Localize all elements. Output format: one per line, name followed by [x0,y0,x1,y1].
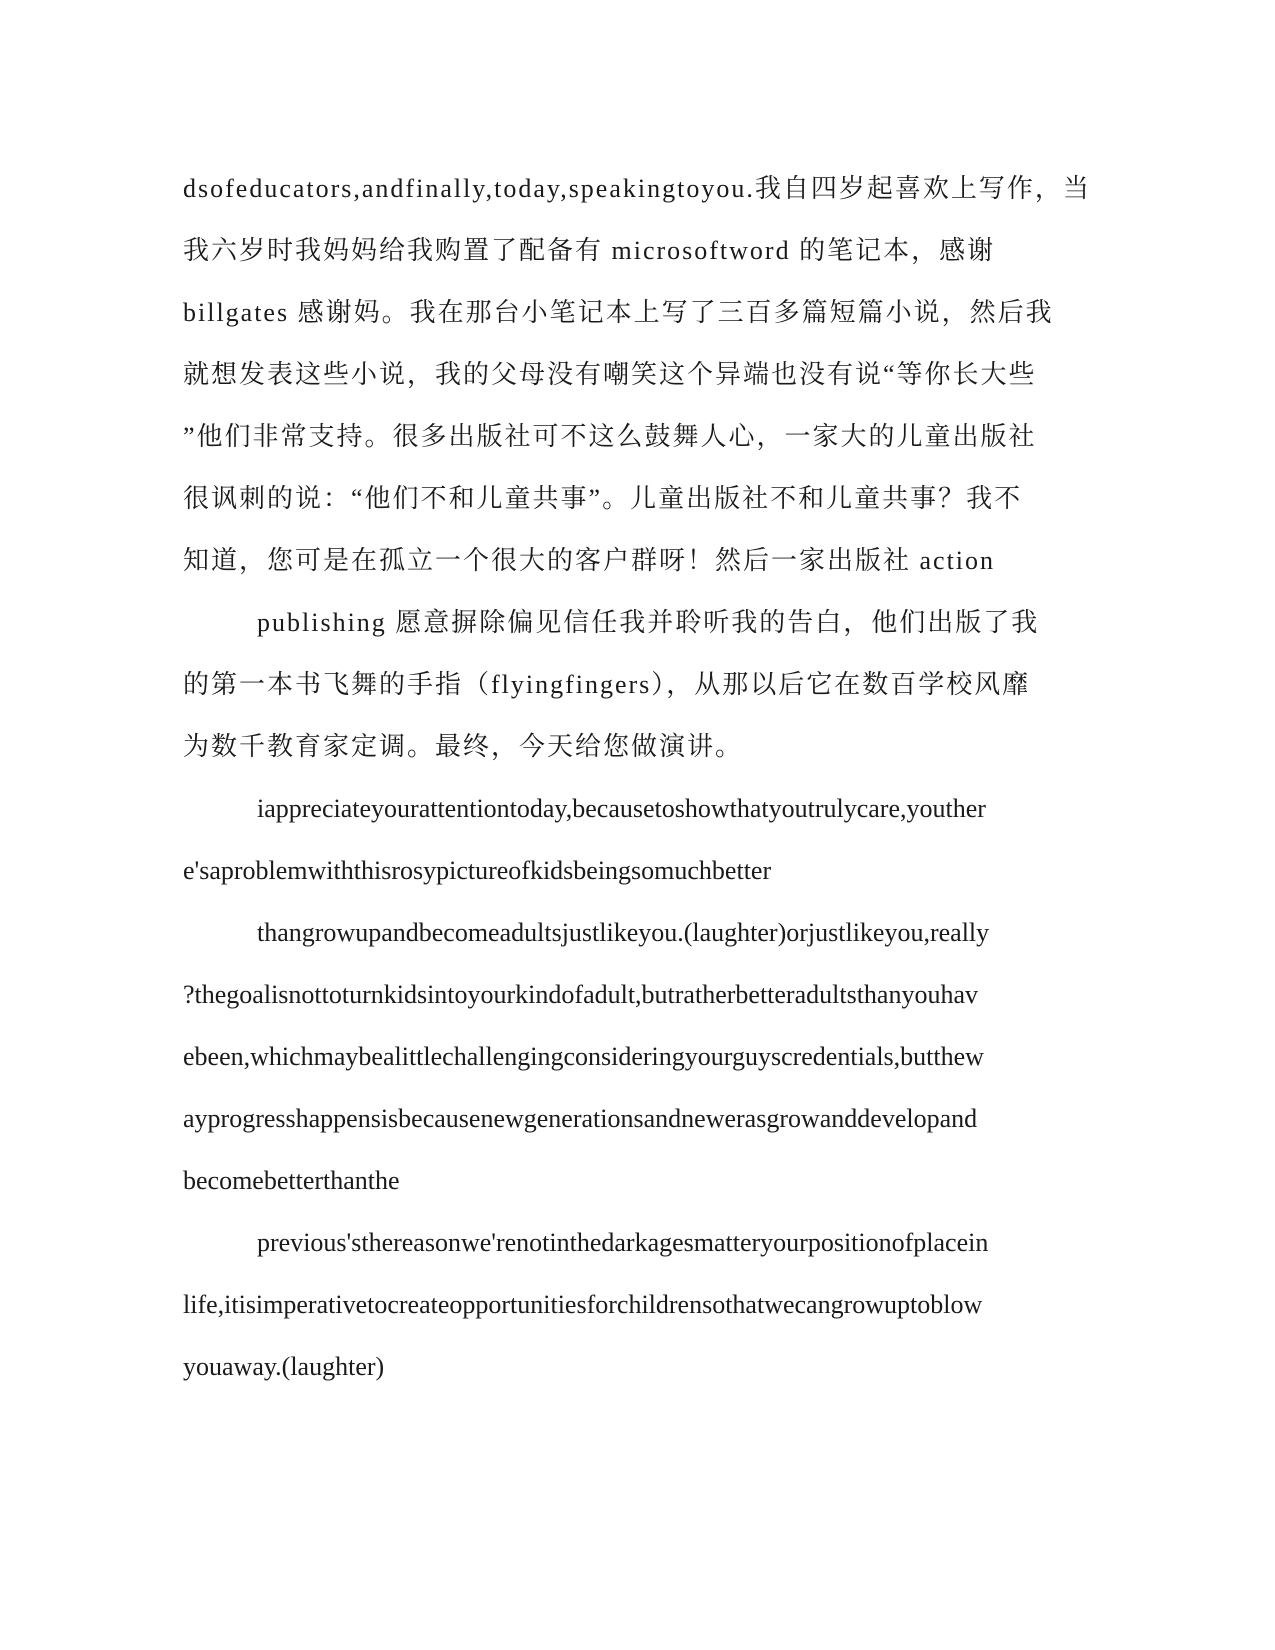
text-line: iappreciateyourattentiontoday,becausetoshowthatyoutrulycare,youther [257,794,986,823]
text-line: 就想发表这些小说，我的父母没有嘲笑这个异端也没有说“等你长大些 [183,360,1037,389]
text-line: previous'sthereasonwe'renotinthedarkagesmatteryourpositionofplacein [257,1228,989,1257]
text-line: ?thegoalisnottoturnkidsintoyourkindofadult,butratherbetteradultsthanyouhav [183,980,978,1009]
text-line: e'saproblemwiththisrosypictureofkidsbeingsomuchbetter [183,856,772,885]
text-line: ebeen,whichmaybealittlechallengingconsideringyourguyscredentials,butthew [183,1042,984,1071]
text-line: publishing 愿意摒除偏见信任我并聆听我的告白，他们出版了我 [257,608,1040,637]
text-line: 的第一本书飞舞的手指（flyingfingers），从那以后它在数百学校风靡 [183,670,1031,699]
text-line: youaway.(laughter) [183,1352,385,1381]
text-line: life,itisimperativetocreateopportunitiesforchildrensothatwecangrowuptoblow [183,1290,983,1319]
text-line: dsofeducators,andfinally,today,speakingtoyou.我自四岁起喜欢上写作，当 [183,174,1091,203]
document-body [183,158,1091,1398]
text-line: ayprogresshappensisbecausenewgenerationsandnewerasgrowanddevelopand [183,1104,978,1133]
text-line: 知道，您可是在孤立一个很大的客户群呀！然后一家出版社 action [183,546,996,575]
text-line: 很讽刺的说：“他们不和儿童共事”。儿童出版社不和儿童共事？我不 [183,484,1023,513]
text-line: ”他们非常支持。很多出版社可不这么鼓舞人心，一家大的儿童出版社 [183,422,1037,451]
text-line: billgates 感谢妈。我在那台小笔记本上写了三百多篇短篇小说，然后我 [183,298,1054,327]
text-line: 为数千教育家定调。最终，今天给您做演讲。 [183,732,744,761]
text-line: becomebetterthanthe [183,1166,400,1195]
text-line: 我六岁时我妈妈给我购置了配备有 microsoftword 的笔记本，感谢 [183,236,996,265]
text-line: thangrowupandbecomeadultsjustlikeyou.(laughter)orjustlikeyou,really [257,918,990,947]
